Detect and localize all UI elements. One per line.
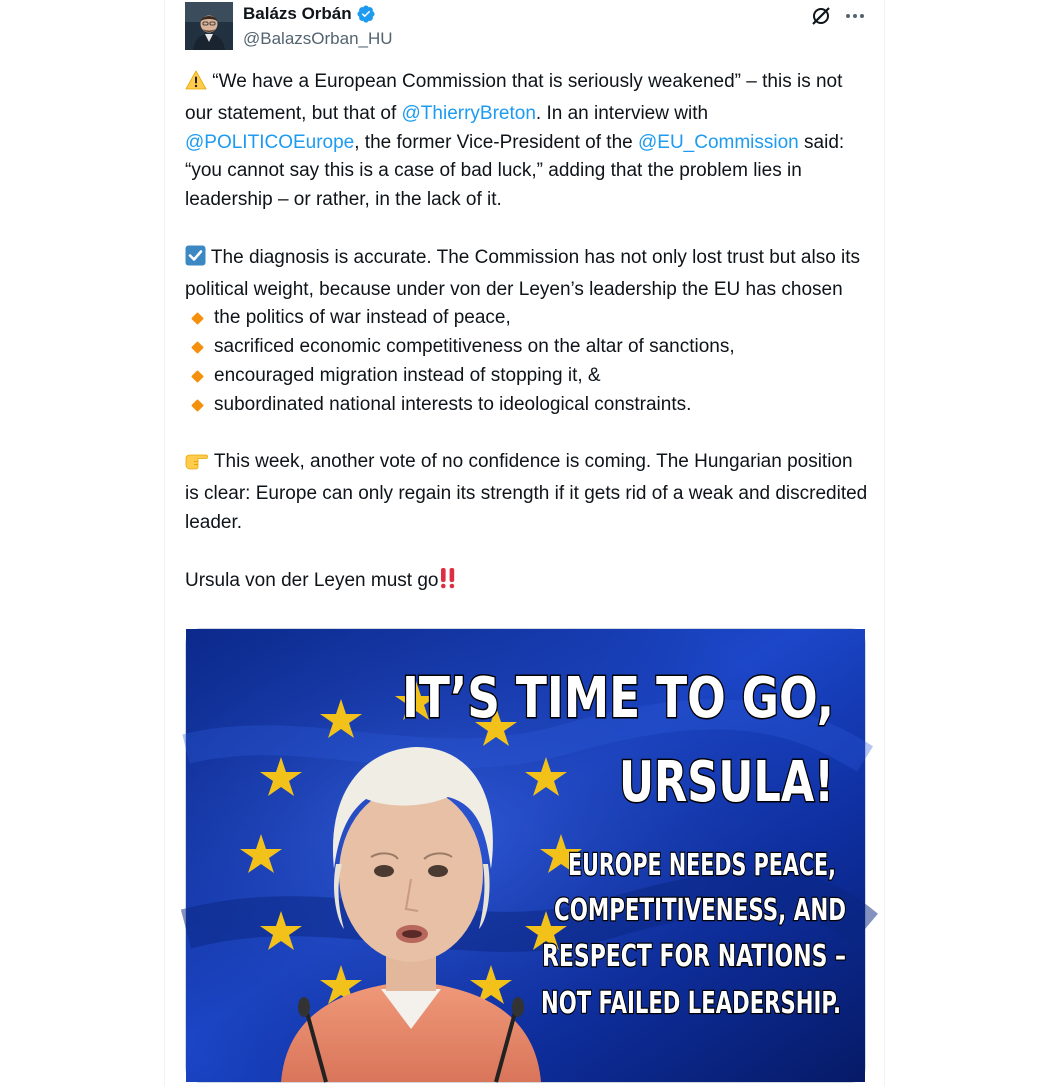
poster-subtext-line1: EUROPE NEEDS PEACE,	[568, 848, 836, 883]
orange-diamond-icon	[191, 341, 204, 354]
poster-headline-line2: URSULA!	[619, 750, 834, 815]
mention-eu-commission-link[interactable]: @EU_Commission	[637, 131, 799, 153]
warning-icon	[185, 70, 207, 100]
poster-subtext-line3: RESPECT FOR NATIONS –	[542, 939, 846, 974]
text-segment: Ursula von der Leyen must go	[185, 569, 439, 591]
more-options-icon[interactable]	[843, 4, 867, 28]
tweet-image[interactable]	[185, 628, 866, 1083]
list-item	[185, 333, 869, 362]
text-segment: , the former Vice-President of the	[354, 131, 638, 153]
paragraph-3	[185, 448, 869, 537]
list-item	[185, 391, 869, 420]
paragraph-2	[185, 244, 869, 305]
list-item	[185, 362, 869, 391]
verified-badge-icon	[356, 4, 376, 24]
orange-diamond-icon	[191, 399, 204, 412]
paragraph-4	[185, 567, 869, 599]
paragraph-1	[185, 68, 869, 215]
poster-subtext-line4: NOT FAILED LEADERSHIP.	[541, 986, 841, 1021]
tweet-card[interactable]	[164, 0, 885, 1086]
list-item	[185, 304, 869, 333]
grok-icon[interactable]	[811, 6, 831, 26]
list-item-text: sacrificed economic competitiveness on the altar of sanctions,	[214, 336, 735, 358]
text-segment: This week, another vote of no confidence is coming. The Hungarian position is clear: Europe can only regain its strength if it gets rid of a weak and discredited leader.	[185, 451, 868, 533]
double-exclamation-icon	[438, 567, 458, 599]
pointing-right-icon	[185, 451, 209, 480]
orange-diamond-icon	[191, 312, 204, 325]
orange-diamond-icon	[191, 370, 204, 383]
mention-thierrybreton-link[interactable]: @ThierryBreton	[401, 102, 536, 124]
check-box-icon	[185, 245, 206, 276]
tweet-text	[185, 68, 869, 598]
list-item-text: subordinated national interests to ideological constraints.	[214, 393, 692, 415]
text-segment: “We have a European Commission that is seriously weakened” – this is not our statement, but that of	[185, 71, 843, 124]
list-item-text: the politics of war instead of peace,	[214, 307, 511, 329]
text-segment: said: “you cannot say this is a case of bad luck,” adding that the problem lies in leadership – or rather, in the lack of it.	[185, 131, 845, 211]
avatar[interactable]	[185, 2, 233, 50]
list-item-text: encouraged migration instead of stopping it, &	[214, 364, 601, 386]
poster-subtext-line2: COMPETITIVENESS, AND	[554, 893, 846, 928]
mention-politicoeurope-link[interactable]: @POLITICOEurope	[185, 131, 355, 153]
author-handle[interactable]: @BalazsOrban_HU	[243, 29, 393, 48]
poster-headline-line1: IT’S TIME TO GO,	[402, 666, 834, 731]
text-segment: The diagnosis is accurate. The Commission has not only lost trust but also its political weight, because under von der Leyen’s leadership the EU has chosen	[185, 246, 861, 300]
author-name[interactable]: Balázs Orbán	[243, 4, 352, 23]
text-segment: . In an interview with	[535, 102, 709, 124]
